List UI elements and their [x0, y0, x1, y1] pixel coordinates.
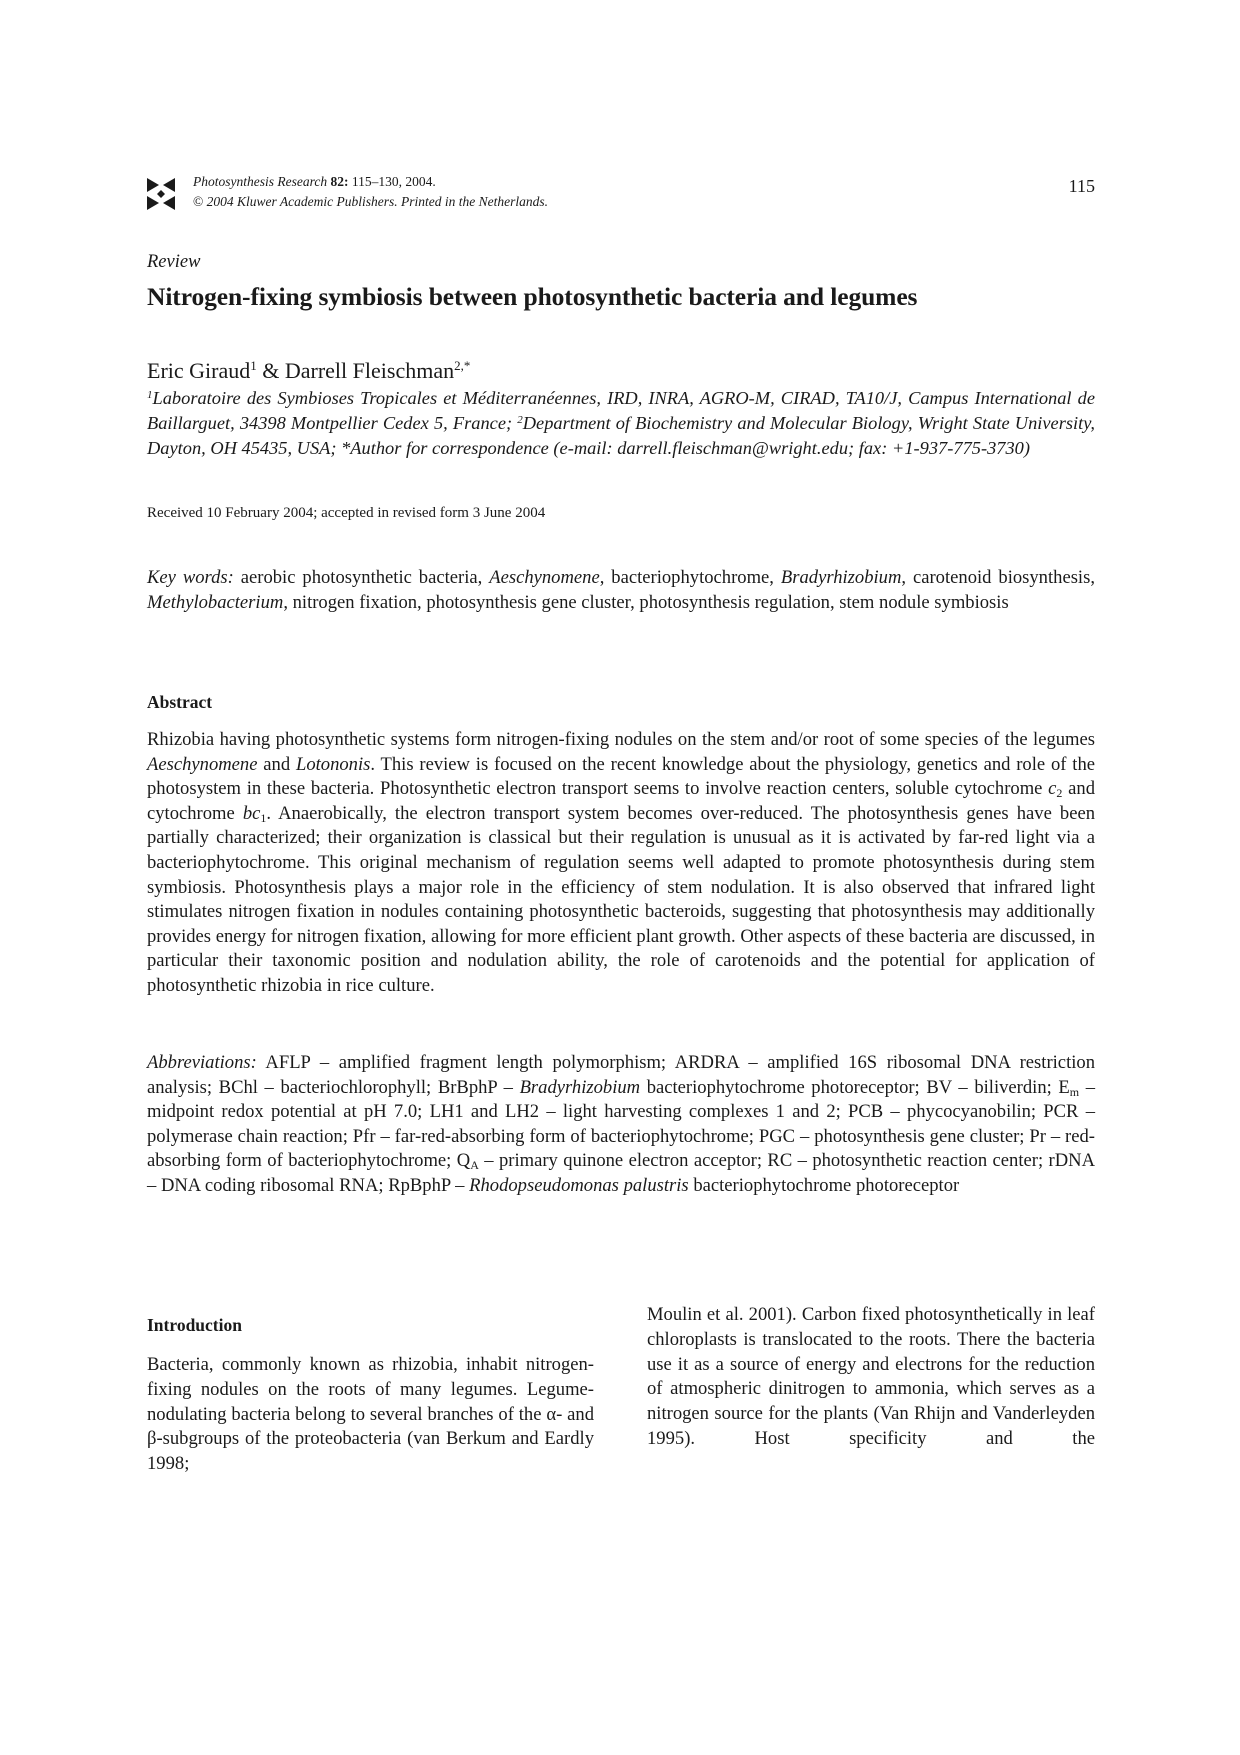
- abstract-text: Rhizobia having photosynthetic systems form nitrogen-fixing nodules on the stem and/or root of some species of the legumes: [147, 729, 1095, 750]
- kluwer-logo-icon: [145, 176, 177, 212]
- keywords: [147, 565, 1095, 615]
- journal-name: Photosynthesis Research: [193, 174, 328, 189]
- journal-volume: 82:: [330, 174, 349, 189]
- article-type: Review: [147, 252, 201, 272]
- abstract-italic: Lotononis: [295, 753, 371, 775]
- keywords-text: , bacteriophytochrome,: [599, 567, 781, 588]
- author-line: [147, 358, 470, 384]
- keywords-label: Key words:: [147, 567, 234, 588]
- affiliation-text: Laboratoire des Symbioses Tropicales et Méditerranéennes, IRD, INRA, AGRO-M, CIRAD, TA10/J, Campus International de Baillarguet, 34398 Montpellier Cedex 5, France;: [147, 388, 1095, 433]
- abstract-heading: Abstract: [147, 692, 213, 712]
- abstract-body: [147, 728, 1095, 999]
- keywords-text: , nitrogen fixation, photosynthesis gene cluster, photosynthesis regulation, stem nodule symbiosis: [283, 592, 1009, 613]
- abbreviations-label: Abbreviations:: [147, 1052, 257, 1073]
- abstract-italic: c: [1048, 778, 1057, 800]
- abstract-text: . This review is focused on the recent knowledge about the physiology, genetics and role of the photosystem in these bacteria. Photosynthetic electron transport seems to involve reaction centers, soluble cytochrome: [147, 753, 1095, 800]
- introduction-column-left: Bacteria, commonly known as rhizobia, inhabit nitrogen-fixing nodules on the roots of many legumes. Legume-nodulating bacteria belong to several branches of the α- and β-subgroups of the proteobacteria (van Berkum and Eardly 1998;: [147, 1354, 594, 1475]
- abstract-text: and cytochrome: [147, 778, 1095, 824]
- introduction-column-right: Moulin et al. 2001). Carbon fixed photosynthetically in leaf chloroplasts is translocated to the roots. There the bacteria use it as a source of energy and electrons for the reduction of atmospheric dinitrogen to ammonia, which serves as a nitrogen source for the plants (Van Rhijn and Vanderleyden 1995). Host specificity and the: [647, 1304, 1095, 1449]
- journal-pages-year: 115–130, 2004.: [351, 174, 436, 189]
- journal-header: [145, 172, 1095, 216]
- abbreviations-text: bacteriophytochrome photoreceptor: [688, 1174, 960, 1196]
- author-name: Eric Giraud: [147, 358, 251, 383]
- abbreviations-text: – primary quinone electron acceptor; RC – photosynthetic reaction center; rDNA – DNA coding ribosomal RNA; RpBphP –: [147, 1150, 1095, 1196]
- abstract-italic: bc: [242, 802, 261, 824]
- abstract-text: . Anaerobically, the electron transport system becomes over-reduced. The photosynthesis genes have been partially characterized; their organization is classical but their regulation is unusual as it is activated by far-red light via a bacteriophytochrome. This original mechanism of regulation seems well adapted to promote photosynthesis during stem symbiosis. Photosynthesis plays a major role in the efficiency of stem nodulation. It is also observed that infrared light stimulates nitrogen fixation in nodules containing photosynthetic bacteroids, suggesting that photosynthesis may additionally provides energy for nitrogen fixation, allowing for more efficient plant growth. Other aspects of these bacteria are discussed, in particular their taxonomic position and nodulation ability, the role of carotenoids and the potential for application of photosynthetic rhizobia in rice culture.: [147, 802, 1095, 996]
- abbreviations-text: – midpoint redox potential at pH 7.0; LH1 and LH2 – light harvesting complexes 1 and 2; PCB – phycocyanobilin; PCR – polymerase chain reaction; Pfr – far-red-absorbing form of bacteriophytochrome; PGC – photosynthesis gene cluster; Pr – red-absorbing form of bacteriophytochrome; Q: [147, 1076, 1096, 1172]
- subscript: m: [1069, 1084, 1080, 1099]
- affiliation-marker: 2: [517, 414, 523, 426]
- abstract-text: and: [257, 753, 296, 775]
- affiliation-text: Department of Biochemistry and Molecular Biology, Wright State University, Dayton, OH 45435, USA; *Author for correspondence (e-mail: darrell.fleischman@wright.edu; fax: +1-937-775-3730): [147, 413, 1095, 458]
- subscript: 1: [260, 810, 267, 825]
- received-dates: Received 10 February 2004; accepted in revised form 3 June 2004: [147, 505, 546, 521]
- subscript: 2: [1056, 786, 1063, 801]
- abbreviations-italic: Rhodopseudomonas palustris: [469, 1174, 689, 1196]
- introduction-heading: Introduction: [147, 1315, 242, 1335]
- author-affiliation-marker: 2,*: [454, 358, 471, 373]
- author-name: Darrell Fleischman: [284, 358, 455, 383]
- keywords-text: , carotenoid biosynthesis,: [901, 567, 1095, 588]
- keyword-italic: Methylobacterium: [147, 592, 284, 613]
- affiliation-marker: 1: [147, 389, 153, 401]
- abbreviations-text: bacteriophytochrome photoreceptor; BV – biliverdin; E: [640, 1076, 1070, 1098]
- copyright-symbol: ©: [193, 194, 204, 209]
- abbreviations-text: AFLP – amplified fragment length polymorphism; ARDRA – amplified 16S ribosomal DNA restriction analysis; BChl – bacteriochlorophyll; BrBphP –: [147, 1052, 1095, 1098]
- affiliations: [147, 386, 1095, 461]
- article-title: Nitrogen-fixing symbiosis between photosynthetic bacteria and legumes: [147, 282, 918, 311]
- keyword-italic: Aeschynomene: [489, 567, 600, 588]
- abstract-italic: Aeschynomene: [147, 753, 258, 775]
- abbreviations: [147, 1051, 1095, 1199]
- abbreviations-italic: Bradyrhizobium: [519, 1076, 641, 1098]
- page-number: 115: [1068, 176, 1095, 196]
- journal-citation: [193, 172, 548, 212]
- author-separator: &: [256, 358, 285, 383]
- keyword-italic: Bradyrhizobium: [780, 567, 902, 588]
- subscript: A: [470, 1158, 479, 1173]
- copyright-text: 2004 Kluwer Academic Publishers. Printed in the Netherlands.: [206, 194, 548, 209]
- author-affiliation-marker: 1: [250, 358, 257, 373]
- keywords-text: aerobic photosynthetic bacteria,: [233, 567, 490, 588]
